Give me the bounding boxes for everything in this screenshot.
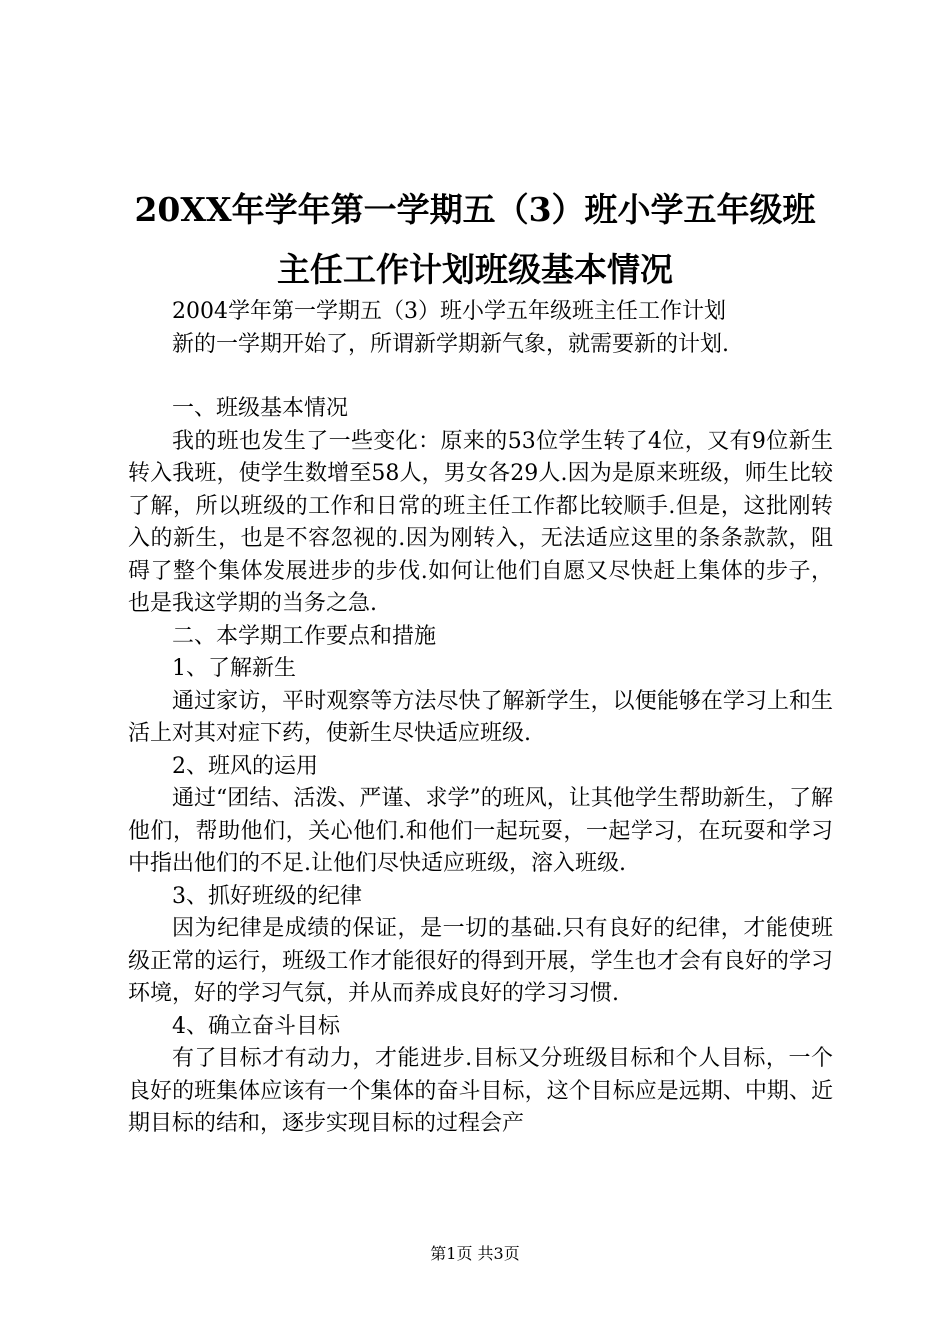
- paragraph-intro: 新的一学期开始了，所谓新学期新气象，就需要新的计划.: [172, 331, 729, 357]
- paragraph-item-4: 有了目标才有动力，才能进步.目标又分班级目标和个人目标，一个良好的班集体应该有一个集体的奋斗目标，这个目标应是远期、中期、近期目标的结和，逐步实现目标的过程会产: [128, 1046, 833, 1136]
- document-body: [128, 296, 833, 1141]
- paragraph-item-2: 通过“团结、活泼、严谨、求学”的班风，让其他学生帮助新生，了解他们，帮助他们，关心他们.和他们一起玩耍，一起学习，在玩耍和学习中指出他们的不足.让他们尽快适应班级，溶入班级.: [128, 786, 833, 876]
- paragraph-plan-title: 2004学年第一学期五（3）班小学五年级班主任工作计划: [172, 299, 726, 324]
- paragraph-item-3: 因为纪律是成绩的保证，是一切的基础.只有良好的纪律，才能使班级正常的运行，班级工作才能很好的得到开展，学生也才会有良好的学习环境，好的学习气氛，并从而养成良好的学习习惯.: [128, 916, 833, 1006]
- heading-item-4: 4、确立奋斗目标: [172, 1013, 340, 1039]
- heading-item-2: 2、班风的运用: [172, 753, 318, 779]
- page-number-footer: 第1页 共3页: [430, 1244, 520, 1263]
- heading-item-1: 1、了解新生: [172, 656, 296, 681]
- document-title-line-1: 20XX年学年第一学期五（3）班小学五年级班: [134, 190, 816, 229]
- heading-section-2: 二、本学期工作要点和措施: [172, 623, 437, 649]
- paragraph-class-situation: 我的班也发生了一些变化：原来的53位学生转了4位，又有9位新生转入我班，使学生数增至58人，男女各29人.因为是原来班级，师生比较了解，所以班级的工作和日常的班主任工作都比较顺手.但是，这批刚转入的新生，也是不容忽视的.因为刚转入，无法适应这里的条条款款，阻碍了整个集体发展进步的步伐.如何让他们自愿又尽快赶上集体的步子，也是我这学期的当务之急.: [128, 428, 833, 616]
- paragraph-item-1: 通过家访，平时观察等方法尽快了解新学生，以便能够在学习上和生活上对其对症下药，使新生尽快适应班级.: [128, 688, 833, 746]
- heading-section-1: 一、班级基本情况: [172, 396, 349, 421]
- heading-item-3: 3、抓好班级的纪律: [172, 883, 362, 909]
- document-title-line-2: 主任工作计划班级基本情况: [277, 250, 673, 289]
